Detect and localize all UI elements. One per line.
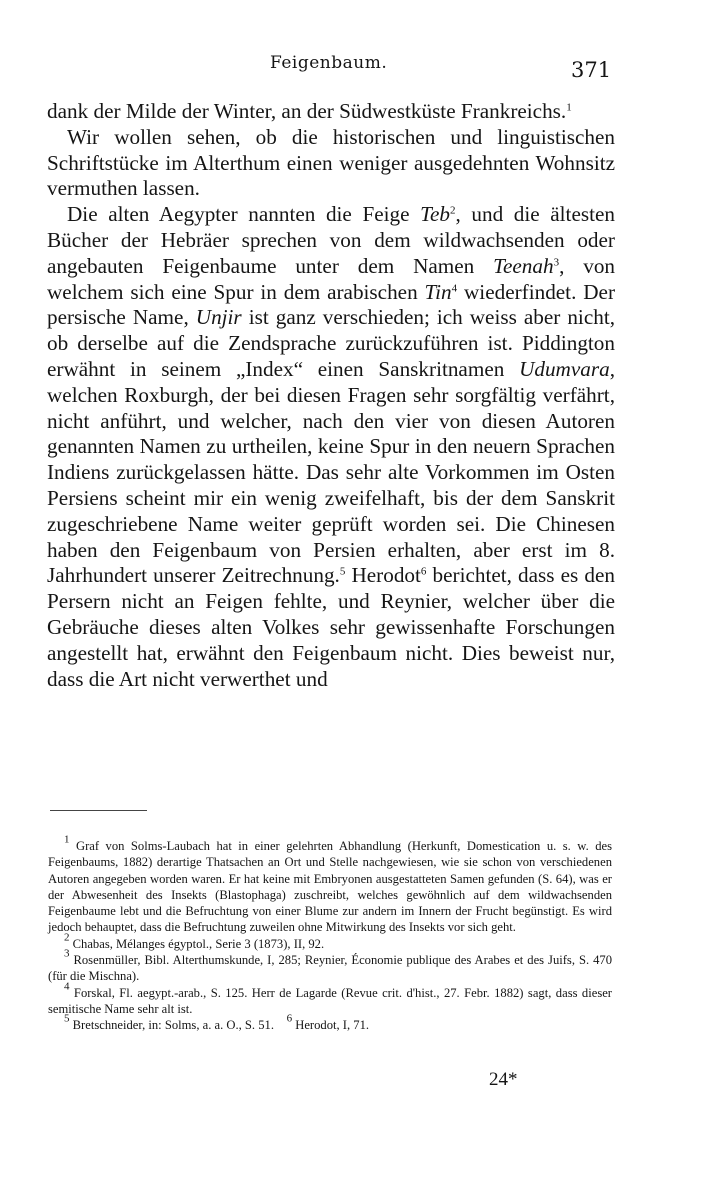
italic-word-teenah: Teenah	[493, 253, 554, 278]
footnote-1	[48, 833, 612, 936]
paragraph-3-segment-8: berichtet, dass es den Persern nicht an Feigen fehlte, und Reynier, welcher über die Gebräuche dieses alten Volkes sehr gewissenhafte Forschungen angestellt hat, erwähnt den Feigenbaum nicht. Dies beweist nur, dass die Art nicht verwerthet und	[47, 563, 615, 691]
footnote-4-mark: 4	[64, 979, 70, 992]
footnote-ref-4: 4	[451, 281, 458, 294]
footnote-ref-2: 2	[449, 204, 456, 217]
italic-word-teb: Teb	[420, 202, 450, 227]
paragraph-3-segment-2: , und die ältesten Bücher der Hebräer sprechen von dem wildwachsenden oder angebauten Feigenbaume unter dem Namen	[47, 202, 615, 278]
footnote-1-text: Graf von Solms-Laubach hat in einer gelehrten Abhandlung (Herkunft, Domestication u. s. w. des Feigenbaums, 1882) derartige Thatsachen an Ort und Stelle nachgewiesen, wie sie schon von verschiedenen Autoren angegeben worden waren. Er hat keine mit Embryonen ausgestatteten Samen gefunden (S. 64), was er der Abwesenheit des Insekts (Blastophaga) zuschreibt, welches gewöhnlich auf dem wildwachsenden Feigenbaume lebt und die Befruchtung von einer Blume zur andern im Innern der Frucht begünstigt. Es wird jedoch behauptet, dass die Befruchtung zuweilen ohne Mitwirkung des Insekts vor sich geht.	[48, 839, 612, 935]
footnote-2	[48, 931, 612, 952]
paragraph-2: Wir wollen sehen, ob die historischen und linguistischen Schriftstücke im Alterthum einen weniger ausgedehnten Wohnsitz vermuthen lassen.	[47, 124, 615, 201]
paragraph-3-segment-3: , von welchem sich eine Spur in dem arabischen	[47, 253, 616, 304]
footnote-4-text: Forskal, Fl. aegypt.-arab., S. 125. Herr de Lagarde (Revue crit. d'hist., 27. Febr. 1882) sagt, dass dieser semitische Name sehr alt ist.	[48, 985, 612, 1016]
footnote-separator	[50, 810, 147, 811]
paragraph-3-segment-4: wiederfindet. Der persische Name,	[47, 279, 615, 330]
page-number: 371	[571, 58, 612, 82]
running-title: Feigenbaum.	[270, 53, 388, 73]
italic-word-unjir: Unjir	[195, 305, 242, 330]
footnote-1-mark: 1	[64, 833, 70, 846]
footnote-ref-1: 1	[566, 101, 572, 114]
footnote-5-text: Bretschneider, in: Solms, a. a. O., S. 51.	[69, 1018, 274, 1033]
footnote-4	[48, 979, 612, 1018]
paragraph-3-segment-5: ist ganz verschieden; ich weiss aber nicht, ob derselbe auf die Zendsprache zurückzuführen ist. Piddington erwähnt in seinem „Index“ einen Sanskritnamen	[47, 305, 615, 381]
footnote-ref-6: 6	[420, 565, 427, 578]
italic-word-tin: Tin	[424, 279, 452, 304]
paragraph-3-segment-7: Herodot	[345, 563, 421, 588]
paragraph-3-segment-6: , welchen Roxburgh, der bei diesen Fragen sehr sorgfältig verfährt, nicht anführt, und welcher, nach den vier von diesen Autoren genannten Namen zu urtheilen, keine Spur in den neuern Sprachen Indiens zurückgelassen hätte. Das sehr alte Vorkommen im Osten Persiens scheint mir ein wenig zweifelhaft, bis der dem Sanskrit zugeschriebene Name weiter geprüft worden sei. Die Chinesen haben den Feigenbaum von Persien erhalten, aber erst im 8. Jahrhundert unserer Zeitrechnung.	[47, 356, 615, 588]
footnotes	[48, 833, 612, 1034]
paragraph-1-text: dank der Milde der Winter, an der Südwestküste Frankreichs.	[47, 99, 567, 123]
signature-mark: 24*	[489, 1069, 518, 1090]
footnote-5-6	[48, 1012, 612, 1033]
footnote-ref-5: 5	[339, 565, 346, 578]
paragraph-3	[47, 202, 615, 692]
footnote-3-text: Rosenmüller, Bibl. Alterthumskunde, I, 285; Reynier, Économie publique des Arabes et des Juifs, S. 470 (für die Mischna).	[48, 953, 612, 984]
footnote-2-mark: 2	[64, 931, 70, 944]
footnote-6-text: Herodot, I, 71.	[292, 1018, 370, 1033]
italic-word-udumvara: Udumvara	[519, 356, 610, 381]
footnote-3-mark: 3	[64, 947, 70, 960]
main-text	[47, 99, 615, 692]
footnote-2-text: Chabas, Mélanges égyptol., Serie 3 (1873), II, 92.	[69, 936, 325, 951]
footnote-5-mark: 5	[64, 1012, 70, 1025]
footnote-3	[48, 947, 612, 985]
paragraph-3-segment-1: Die alten Aegypter nannten die Feige	[67, 202, 421, 227]
paragraph-1	[47, 99, 615, 125]
footnote-6-mark: 6	[286, 1012, 293, 1025]
footnote-ref-3: 3	[553, 256, 560, 269]
